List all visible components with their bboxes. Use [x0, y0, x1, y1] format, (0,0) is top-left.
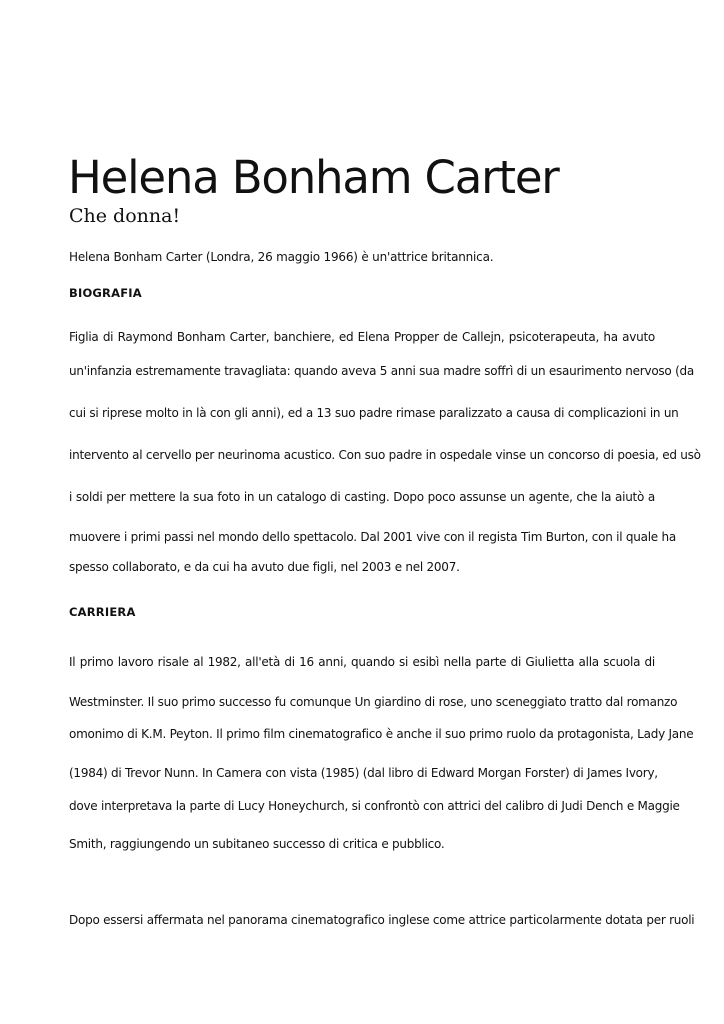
text-line: muovere i primi passi nel mondo dello spettacolo. Dal 2001 vive con il regista Tim Burton, con il quale ha [69, 530, 676, 544]
document-title: Helena Bonham Carter [68, 151, 559, 204]
text-line: (1984) di Trevor Nunn. In Camera con vista (1985) (dal libro di Edward Morgan Forster) di James Ivory, [69, 766, 658, 780]
carriera-paragraph [69, 653, 694, 863]
text-line: Smith, raggiungendo un subitaneo successo di critica e pubblico. [69, 837, 445, 851]
text-line: intervento al cervello per neurinoma acustico. Con suo padre in ospedale vinse un concorso di poesia, ed usò [69, 448, 701, 462]
text-line: Il primo lavoro risale al 1982, all'età di 16 anni, quando si esibì nella parte di Giulietta alla scuola di [69, 655, 655, 669]
section-heading-carriera: CARRIERA [69, 605, 136, 619]
text-line: un'infanzia estremamente travagliata: quando aveva 5 anni sua madre soffrì di un esaurimento nervoso (da [69, 364, 694, 378]
intro-paragraph: Helena Bonham Carter (Londra, 26 maggio 1966) è un'attrice britannica. [69, 250, 494, 264]
text-line: omonimo di K.M. Peyton. Il primo film cinematografico è anche il suo primo ruolo da protagonista, Lady Jane [69, 727, 694, 741]
text-line: Figlia di Raymond Bonham Carter, banchiere, ed Elena Propper de Callejn, psicoterapeuta, ha avuto [69, 330, 655, 344]
section-heading-biografia: BIOGRAFIA [69, 286, 142, 300]
text-line: dove interpretava la parte di Lucy Honeychurch, si confrontò con attrici del calibro di Judi Dench e Maggie [69, 799, 680, 813]
carriera-continuation-paragraph [69, 911, 695, 931]
text-line: Dopo essersi affermata nel panorama cinematografico inglese come attrice particolarmente dotata per ruoli [69, 913, 695, 927]
document-subtitle: Che donna! [69, 205, 181, 227]
text-line: i soldi per mettere la sua foto in un catalogo di casting. Dopo poco assunse un agente, che la aiutò a [69, 490, 655, 504]
biografia-paragraph [69, 328, 701, 578]
text-line: Westminster. Il suo primo successo fu comunque Un giardino di rose, uno sceneggiato tratto dal romanzo [69, 695, 678, 709]
text-line: cui si riprese molto in là con gli anni), ed a 13 suo padre rimase paralizzato a causa di complicazioni in un [69, 406, 679, 420]
text-line: spesso collaborato, e da cui ha avuto due figli, nel 2003 e nel 2007. [69, 560, 460, 574]
